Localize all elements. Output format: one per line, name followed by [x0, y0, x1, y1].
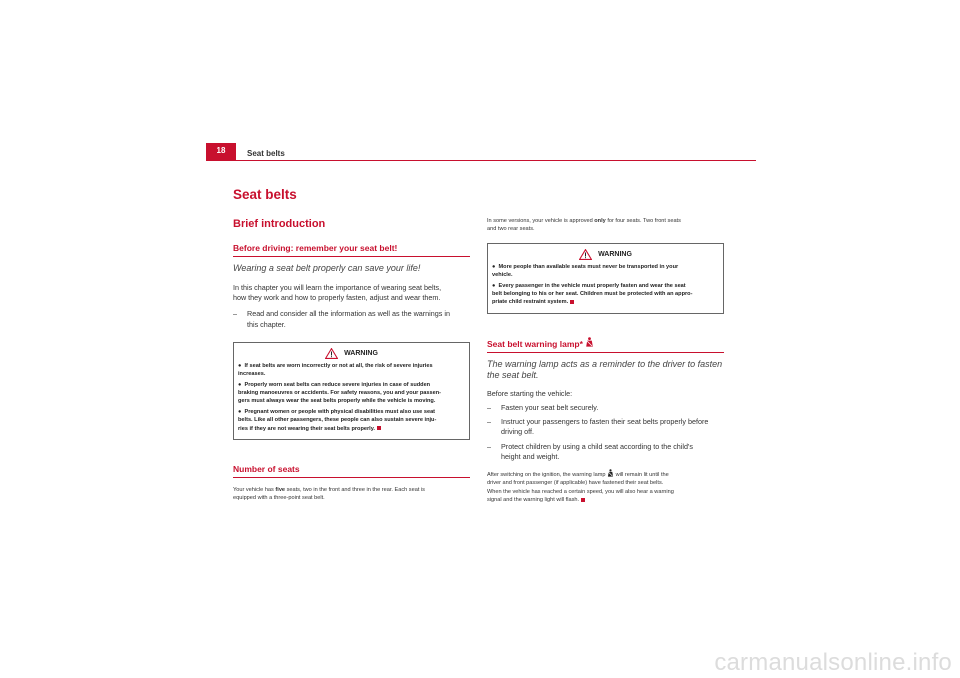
warning-item: ● If seat belts are worn incorrectly or not at all, the risk of severe injuries increases. [238, 362, 433, 378]
section-title: Brief introduction [233, 218, 326, 230]
warning-label: WARNING [598, 251, 632, 259]
warning-label: WARNING [344, 350, 378, 358]
chapter-title: Seat belts [233, 187, 297, 202]
bullet-icon: ● [492, 263, 499, 270]
bullet-icon: ● [238, 408, 245, 415]
warning-item: ● Properly worn seat belts can reduce severe injuries in case of sudden braking manoeuvres or accidents. For safety reasons, you and your passen- gers must always wear the seat belts properly while the vehicle is moving. [238, 381, 441, 405]
header-rule [206, 160, 756, 161]
number-of-seats-paragraph: Your vehicle has five seats, two in the front and three in the rear. Each seat is equipped with a three-point seat belt. [233, 487, 425, 502]
page-number: 18 [216, 146, 226, 155]
bullet-icon: ● [238, 381, 245, 388]
running-header-title: Seat belts [247, 149, 285, 158]
warning-box-seat-belts [233, 342, 470, 440]
warning-lamp-lead: The warning lamp acts as a reminder to the driver to fasten the seat belt. [487, 358, 723, 380]
warning-lamp-note: After switching on the ignition, the warning lamp will remain lit until the driver and front passenger (if applicable) have fastened their seat belts. When the vehicle has reached a certain speed, you will also hear a warning signal and the warning light will flash. [487, 469, 724, 505]
section-end-marker-icon [570, 300, 574, 304]
warning-lamp-heading: Seat belt warning lamp* [487, 337, 724, 353]
bullet-icon: ● [238, 362, 245, 369]
right-column [487, 217, 724, 505]
step-item: – Instruct your passengers to fasten their seat belts properly before driving off. [487, 417, 724, 437]
warning-item: ● Pregnant women or people with physical disabilities must also use seat belts. Like all other passengers, these people can also sustain severe inju- ries if they are not wearing their seat belts properly. [238, 408, 437, 432]
warning-box-passengers [487, 243, 724, 314]
warning-item: ● More people than available seats must never be transported in your vehicle. [492, 263, 679, 279]
warning-triangle-icon [579, 249, 592, 260]
before-starting-text: Before starting the vehicle: [487, 388, 573, 398]
step-item: – Protect children by using a child seat according to the child's height and weight. [487, 442, 724, 462]
section-end-marker-icon [377, 426, 381, 430]
before-driving-lead: Wearing a seat belt properly can save your life! [233, 263, 421, 273]
warning-title-row [238, 343, 465, 362]
intro-paragraph: In this chapter you will learn the importance of wearing seat belts, how they work and how to properly fasten, adjust and wear them. [233, 283, 442, 303]
approved-seats-paragraph: In some versions, your vehicle is approved only for four seats. Two front seats and two rear seats. [487, 218, 681, 233]
bullet-icon: ● [492, 282, 499, 289]
seat-belt-lamp-icon [607, 469, 614, 477]
number-of-seats-heading: Number of seats [233, 464, 470, 478]
before-driving-heading: Before driving: remember your seat belt! [233, 243, 470, 257]
warning-title-row [492, 244, 719, 263]
instruction-item: – Read and consider all the information as well as the warnings in this chapter. [233, 309, 470, 329]
step-item: – Fasten your seat belt securely. [487, 403, 724, 413]
watermark: carmanualsonline.info [714, 649, 952, 676]
warning-item: ● Every passenger in the vehicle must properly fasten and wear the seat belt belonging to his or her seat. Children must be protected with an appro- priate child restraint system. [492, 282, 693, 306]
seat-belt-lamp-icon [585, 337, 594, 347]
left-column [233, 243, 470, 503]
section-end-marker-icon [581, 498, 585, 502]
warning-triangle-icon [325, 348, 338, 359]
